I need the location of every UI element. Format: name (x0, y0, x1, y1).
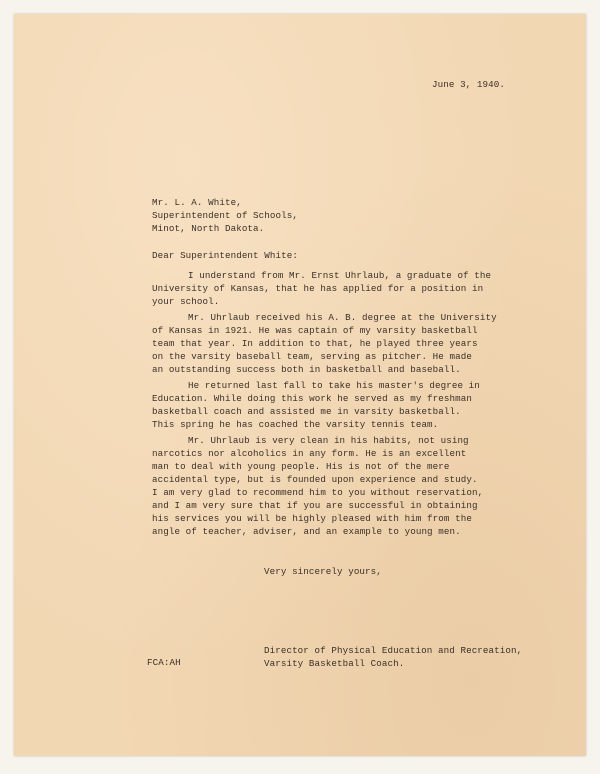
recipient-address (152, 196, 298, 235)
paragraph-line: He returned last fall to take his master's degree in (188, 380, 480, 391)
paragraph-line: I understand from Mr. Ernst Uhrlaub, a graduate of the (188, 270, 492, 281)
paragraph-line: on the varsity baseball team, serving as pitcher. He made (152, 351, 472, 362)
paragraph-line: This spring he has coached the varsity tennis team. (152, 419, 439, 430)
paragraph-2 (152, 311, 497, 376)
paragraph-line: Mr. Uhrlaub is very clean in his habits, not using (188, 435, 469, 446)
letter-date: June 3, 1940. (432, 79, 505, 90)
paragraph-line: of Kansas in 1921. He was captain of my varsity basketball (152, 325, 478, 336)
typist-initials: FCA:AH (147, 657, 181, 668)
paragraph-line: man to deal with young people. His is not of the mere (152, 461, 450, 472)
closing: Very sincerely yours, (264, 566, 382, 577)
letter-page (14, 14, 586, 756)
paragraph-line: University of Kansas, that he has applied for a position in (152, 283, 484, 294)
paragraph-line: your school. (152, 296, 220, 307)
paragraph-line: Mr. Uhrlaub received his A. B. degree at the University (188, 312, 497, 323)
paragraph-line: basketball coach and assisted me in varsity basketball. (152, 406, 461, 417)
paragraph-line: angle of teacher, adviser, and an example to young men. (152, 526, 461, 537)
signature-title (264, 644, 522, 670)
signature-line: Director of Physical Education and Recreation, (264, 645, 523, 656)
paragraph-line: Education. While doing this work he served as my freshman (152, 393, 472, 404)
paragraph-line: narcotics nor alcoholics in any form. He is an excellent (152, 448, 467, 459)
recipient-line: Minot, North Dakota. (152, 223, 265, 234)
paragraph-line: accidental type, but is founded upon experience and study. (152, 474, 478, 485)
paragraph-4 (152, 434, 483, 538)
paragraph-line: team that year. In addition to that, he played three years (152, 338, 478, 349)
paragraph-1 (152, 269, 491, 308)
paragraph-line: I am very glad to recommend him to you without reservation, (152, 487, 484, 498)
paragraph-line: an outstanding success both in basketball and baseball. (152, 364, 461, 375)
recipient-line: Superintendent of Schools, (152, 210, 298, 221)
paragraph-line: his services you will be highly pleased with him from the (152, 513, 472, 524)
paragraph-3 (152, 379, 480, 431)
signature-line: Varsity Basketball Coach. (264, 658, 405, 669)
paragraph-line: and I am very sure that if you are successful in obtaining (152, 500, 478, 511)
recipient-line: Mr. L. A. White, (152, 197, 242, 208)
salutation: Dear Superintendent White: (152, 250, 298, 261)
